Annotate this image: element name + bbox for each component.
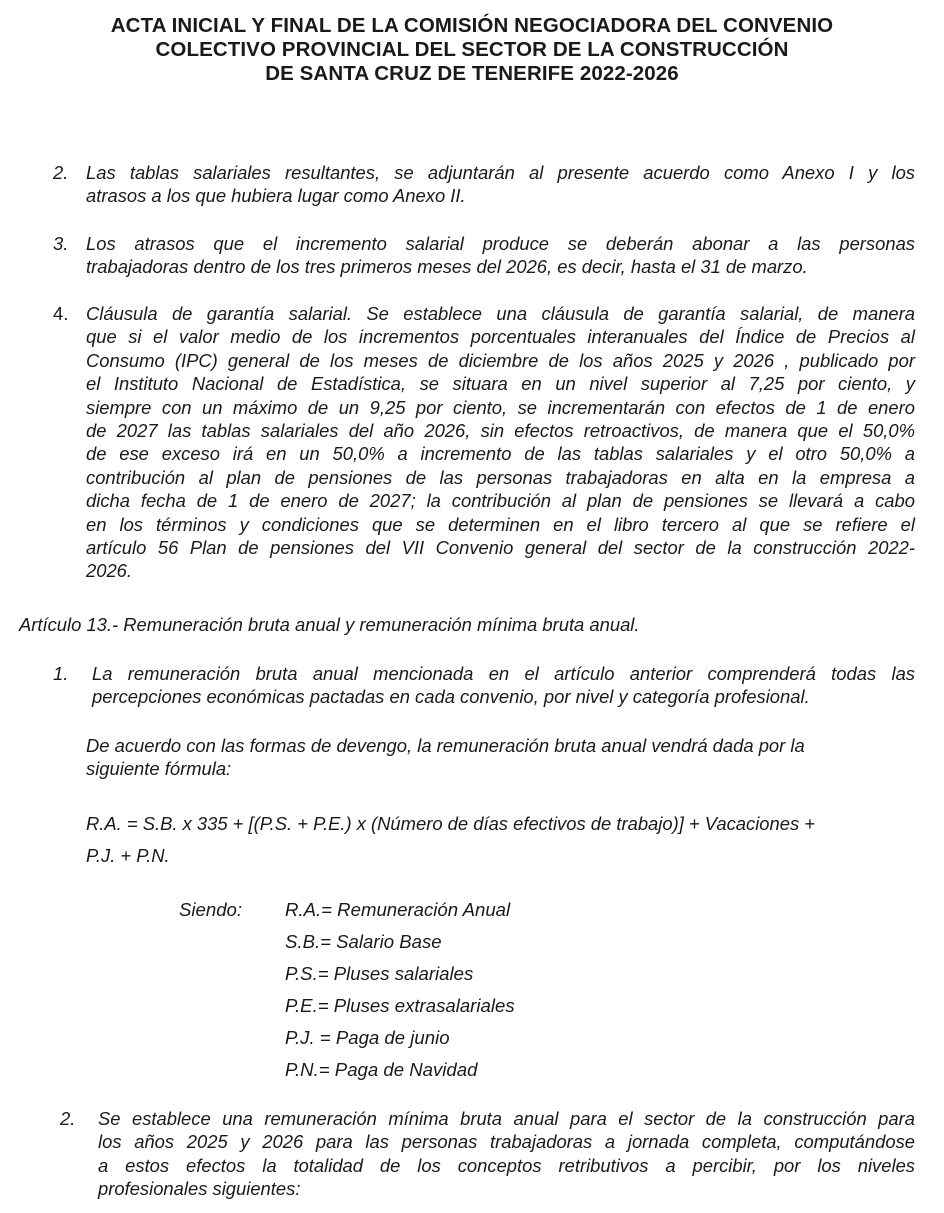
formula-line: P.J. + P.N. — [86, 845, 170, 866]
document-title — [0, 14, 944, 86]
text-line: percepciones económicas pactadas en cada convenio, por nivel y categoría profesional. — [92, 686, 810, 708]
definitions-label: Siendo: — [179, 899, 243, 920]
item-number: 2. — [53, 162, 69, 183]
title-line: ACTA INICIAL Y FINAL DE LA COMISIÓN NEGOCIADORA DEL CONVENIO — [110, 14, 834, 37]
definition-item: R.A.= Remuneración Anual — [285, 899, 511, 920]
item-number: 3. — [53, 233, 69, 254]
text-line: a estos efectos la totalidad de los conceptos retributivos a percibir, por los niveles — [98, 1154, 915, 1176]
text-line: profesionales siguientes: — [98, 1178, 301, 1200]
text-line: siguiente fórmula: — [86, 758, 232, 780]
text-line: dicha fecha de 1 de enero de 2027; la contribución al plan de pensiones se llevará a cabo — [86, 490, 915, 512]
list-item-2 — [86, 161, 915, 208]
list-item-4 — [86, 302, 915, 583]
text-line: La remuneración bruta anual mencionada en el artículo anterior comprenderá todas las — [92, 663, 915, 684]
text-line: de 2027 las tablas salariales del año 2026, sin efectos retroactivos, de manera que el 50,0% — [86, 420, 915, 442]
text-line: siempre con un máximo de un 9,25 por ciento, se incrementarán con efectos de 1 de enero — [86, 396, 915, 418]
item-number: 2. — [60, 1108, 76, 1129]
list-item-3 — [86, 232, 915, 279]
text-line: en los términos y condiciones que se determinen en el libro tercero al que se refiere el — [86, 513, 915, 535]
text-line: los años 2025 y 2026 para las personas trabajadoras a jornada completa, computándose — [98, 1131, 915, 1153]
text-line: 2026. — [86, 560, 133, 582]
title-line: DE SANTA CRUZ DE TENERIFE 2022-2026 — [265, 62, 679, 85]
definition-item: P.S.= Pluses salariales — [285, 963, 474, 984]
text-line: el Instituto Nacional de Estadística, se situara en un nivel superior al 7,25 por ciento, y — [86, 373, 915, 395]
formula — [86, 808, 815, 872]
text-line: Se establece una remuneración mínima bruta anual para el sector de la construcción para — [98, 1108, 915, 1129]
definition-item: P.J. = Paga de junio — [285, 1027, 450, 1048]
item-number: 1. — [53, 663, 69, 684]
text-line: trabajadoras dentro de los tres primeros meses del 2026, es decir, hasta el 31 de marzo. — [86, 256, 808, 278]
definition-item: S.B.= Salario Base — [285, 931, 442, 952]
text-line: atrasos a los que hubiera lugar como Anexo II. — [86, 185, 466, 207]
formula-line: R.A. = S.B. x 335 + [(P.S. + P.E.) x (Número de días efectivos de trabajo)] + Vacaciones + — [86, 813, 816, 834]
text-line: De acuerdo con las formas de devengo, la remuneración bruta anual vendrá dada por la — [86, 735, 805, 756]
text-line: Cláusula de garantía salarial. Se establece una cláusula de garantía salarial, de manera — [86, 303, 915, 324]
article-heading: Artículo 13.- Remuneración bruta anual y remuneración mínima bruta anual. — [19, 614, 640, 635]
formula-intro — [86, 734, 896, 781]
text-line: que si el valor medio de los incrementos porcentuales interanuales del Índice de Precios al — [86, 326, 915, 348]
article-item-1 — [92, 662, 915, 709]
text-line: de ese exceso irá en un 50,0% a incremento de las tablas salariales y el otro 50,0% a — [86, 443, 915, 465]
text-line: Los atrasos que el incremento salarial produce se deberán abonar a las personas — [86, 233, 915, 254]
text-line: contribución al plan de pensiones de las personas trabajadoras en alta en la empresa a — [86, 466, 915, 488]
definition-item: P.N.= Paga de Navidad — [285, 1059, 478, 1080]
item-number: 4. — [53, 303, 69, 324]
text-line: Consumo (IPC) general de los meses de diciembre de los años 2025 y 2026 , publicado por — [86, 349, 915, 371]
definition-item: P.E.= Pluses extrasalariales — [285, 995, 515, 1016]
article-item-2 — [98, 1107, 915, 1201]
text-line: Las tablas salariales resultantes, se adjuntarán al presente acuerdo como Anexo I y los — [86, 162, 915, 183]
title-line: COLECTIVO PROVINCIAL DEL SECTOR DE LA CONSTRUCCIÓN — [155, 38, 789, 61]
text-line: artículo 56 Plan de pensiones del VII Convenio general del sector de la construcción 2022- — [86, 537, 915, 559]
